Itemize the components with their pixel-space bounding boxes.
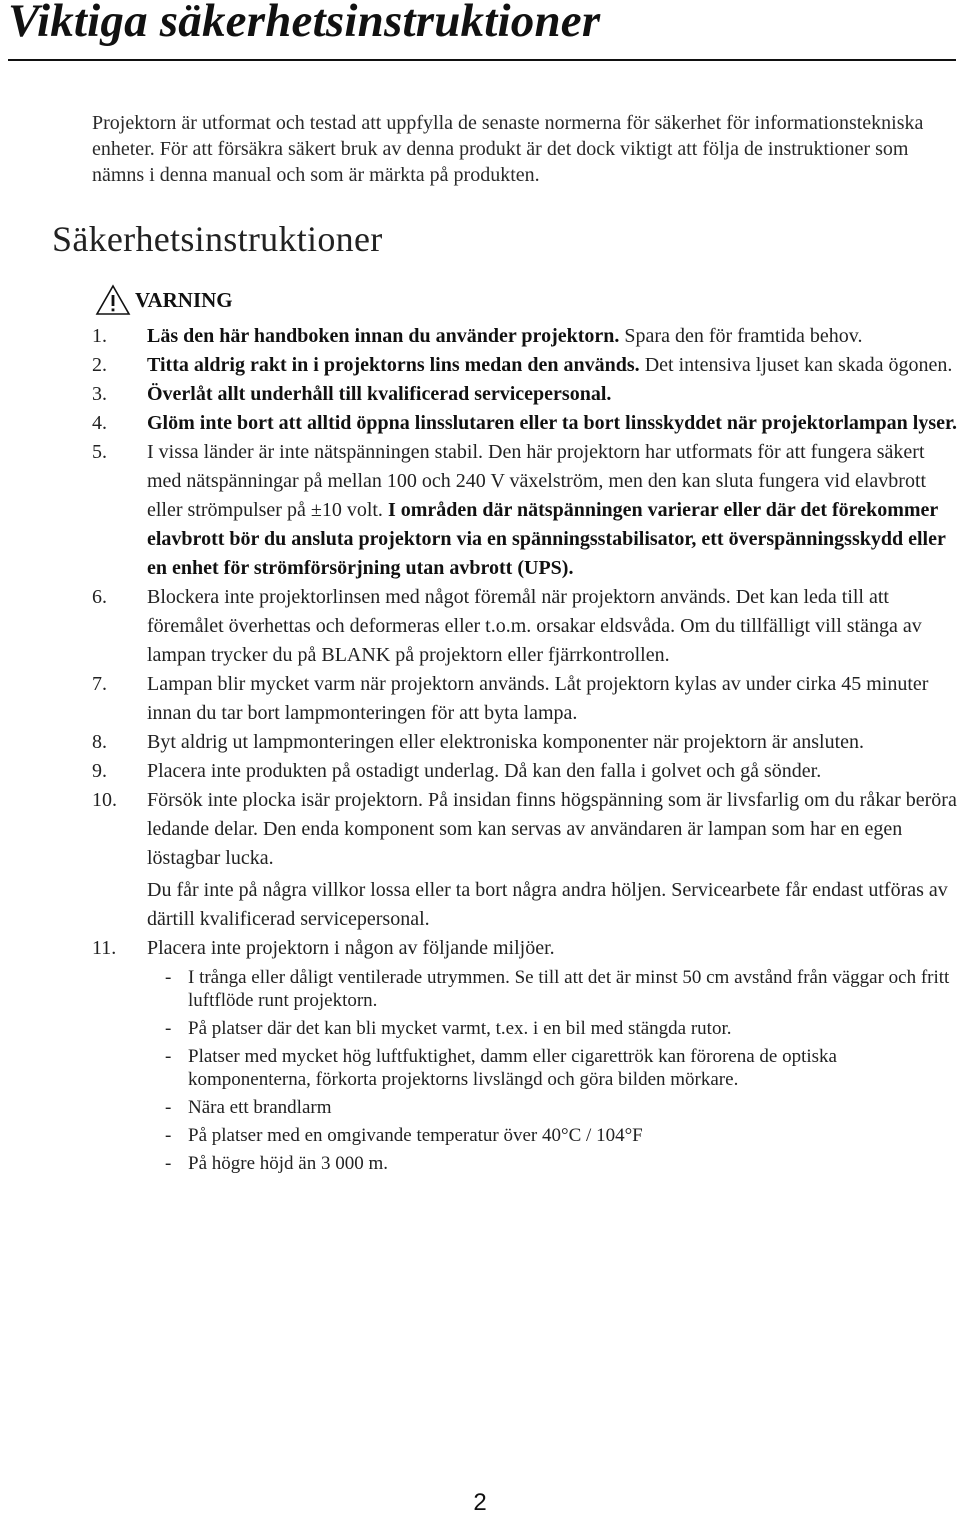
list-item bbox=[92, 409, 958, 438]
list-item-number: 4. bbox=[92, 412, 107, 434]
sublist-item bbox=[165, 1045, 958, 1091]
sublist-item-text: Platser med mycket hög luftfuktighet, damm eller cigarettrök kan förorena de optiska komponenterna, förkorta projektorns livslängd och göra bilden mörkare. bbox=[188, 1046, 837, 1090]
sublist-item-text: På högre höjd än 3 000 m. bbox=[188, 1153, 389, 1174]
list-item-text bbox=[147, 351, 958, 380]
sublist-dash: - bbox=[165, 1018, 172, 1039]
sublist-dash: - bbox=[165, 1046, 172, 1067]
sublist-item bbox=[165, 966, 958, 1012]
sublist-dash: - bbox=[165, 1125, 172, 1146]
list-item bbox=[92, 583, 958, 670]
list-item-text bbox=[147, 786, 958, 934]
environment-sublist bbox=[147, 966, 958, 1175]
list-item bbox=[92, 351, 958, 380]
section-title: Säkerhetsinstruktioner bbox=[52, 219, 383, 259]
sublist-item-text: På platser med en omgivande temperatur över 40°C / 104°F bbox=[188, 1125, 643, 1146]
list-item-number: 3. bbox=[92, 383, 107, 405]
intro-paragraph: Projektorn är utformat och testad att uppfylla de senaste normerna för säkerhet för informationstekniska enheter. För att försäkra säkert bruk av denna produkt är det dock viktigt att följa de instruktioner som nämns i denna manual och som är märkta på produkten. bbox=[92, 112, 924, 186]
list-item-number: 1. bbox=[92, 325, 107, 347]
list-item bbox=[92, 786, 958, 934]
list-item-plain-text: Spara den för framtida behov. bbox=[619, 325, 863, 347]
list-item bbox=[92, 438, 958, 583]
sublist-item bbox=[165, 1124, 958, 1147]
list-item-bold-text: I områden där nätspänningen varierar eller där det förekommer elavbrott bör du ansluta projektorn via en spänningsstabilisator, ett överspänningsskydd eller en enhet för strömförsörjning utan avbrott (UPS). bbox=[147, 499, 946, 579]
sublist-item bbox=[165, 1017, 958, 1040]
list-item-paragraph: Försök inte plocka isär projektorn. På insidan finns högspänning som är livsfarlig om du råkar beröra ledande delar. Den enda komponent som kan servas av användaren är lampan som har en egen löstagbar lucka. bbox=[147, 789, 957, 869]
sublist-item-text: På platser där det kan bli mycket varmt, t.ex. i en bil med stängda rutor. bbox=[188, 1018, 732, 1039]
list-item-text: Lampan blir mycket varm när projektorn används. Låt projektorn kylas av under cirka 45 minuter innan du tar bort lampmonteringen för att byta lampa. bbox=[147, 673, 929, 724]
list-item-number: 11. bbox=[92, 937, 117, 959]
list-item bbox=[92, 380, 958, 409]
list-item-text bbox=[147, 438, 958, 583]
sublist-item-text: Nära ett brandlarm bbox=[188, 1097, 332, 1118]
sublist-item bbox=[165, 1096, 958, 1119]
page-number: 2 bbox=[473, 1489, 487, 1516]
list-item-extra-paragraph: Du får inte på några villkor lossa eller ta bort några andra höljen. Servicearbete får endast utföras av därtill kvalificerad servicepersonal. bbox=[147, 879, 948, 930]
list-item-text bbox=[147, 934, 958, 963]
list-item-number: 8. bbox=[92, 731, 107, 753]
list-item-number: 5. bbox=[92, 441, 107, 463]
list-item-number: 10. bbox=[92, 789, 117, 811]
list-item-text: Byt aldrig ut lampmonteringen eller elektroniska komponenter när projektorn är ansluten. bbox=[147, 731, 865, 753]
page-title: Viktiga säkerhetsinstruktioner bbox=[8, 0, 601, 47]
warning-label: VARNING bbox=[135, 287, 233, 312]
sublist-item bbox=[165, 1152, 958, 1175]
list-item bbox=[92, 757, 958, 786]
warning-icon bbox=[95, 284, 131, 316]
title-rule bbox=[8, 59, 956, 61]
list-item-number: 7. bbox=[92, 673, 107, 695]
sublist-dash: - bbox=[165, 967, 172, 988]
list-item-bold-text: Överlåt allt underhåll till kvalificerad servicepersonal. bbox=[147, 383, 612, 405]
list-item-number: 9. bbox=[92, 760, 107, 782]
list-item-plain-text: I vissa länder är inte nätspänningen stabil. Den här projektorn har utformats för att fungera säkert med nätspänningar på mellan 100 och 240 V växelström, men den kan sluta fungera vid elavbrott eller strömpulser på ±10 volt. bbox=[147, 441, 927, 521]
sublist-dash: - bbox=[165, 1097, 172, 1118]
warning-heading bbox=[95, 284, 233, 316]
list-item-text: Blockera inte projektorlinsen med något föremål när projektorn används. Det kan leda till att föremålet överhettas och deformeras eller t.o.m. orsakar eldsvåda. Om du tillfälligt vill stänga av lampan trycker du på BLANK på projektorn eller fjärrkontrollen. bbox=[147, 586, 922, 666]
list-item-text bbox=[147, 322, 958, 351]
list-item bbox=[92, 322, 958, 351]
list-item-text bbox=[147, 380, 958, 409]
list-item bbox=[92, 934, 958, 963]
list-item bbox=[92, 670, 958, 728]
safety-list bbox=[92, 322, 958, 1180]
sublist-item-text: I trånga eller dåligt ventilerade utrymmen. Se till att det är minst 50 cm avstånd från väggar och fritt luftflöde runt projektorn. bbox=[188, 967, 950, 1011]
list-item-number: 6. bbox=[92, 586, 107, 608]
list-item-number: 2. bbox=[92, 354, 107, 376]
list-item-bold-text: Titta aldrig rakt in i projektorns lins medan den används. bbox=[147, 354, 640, 376]
sublist-dash: - bbox=[165, 1153, 172, 1174]
list-item bbox=[92, 728, 958, 757]
list-item-text: Placera inte produkten på ostadigt underlag. Då kan den falla i golvet och gå sönder. bbox=[147, 760, 822, 782]
list-item-plain-text: Det intensiva ljuset kan skada ögonen. bbox=[639, 354, 953, 376]
list-item-bold-text: Läs den här handboken innan du använder projektorn. bbox=[147, 325, 620, 347]
list-item-text bbox=[147, 409, 958, 438]
list-item-paragraph: Placera inte projektorn i någon av följande miljöer. bbox=[147, 937, 555, 959]
list-item-bold-text: Glöm inte bort att alltid öppna linsslutaren eller ta bort linsskyddet när projektorlampan lyser. bbox=[147, 412, 958, 434]
